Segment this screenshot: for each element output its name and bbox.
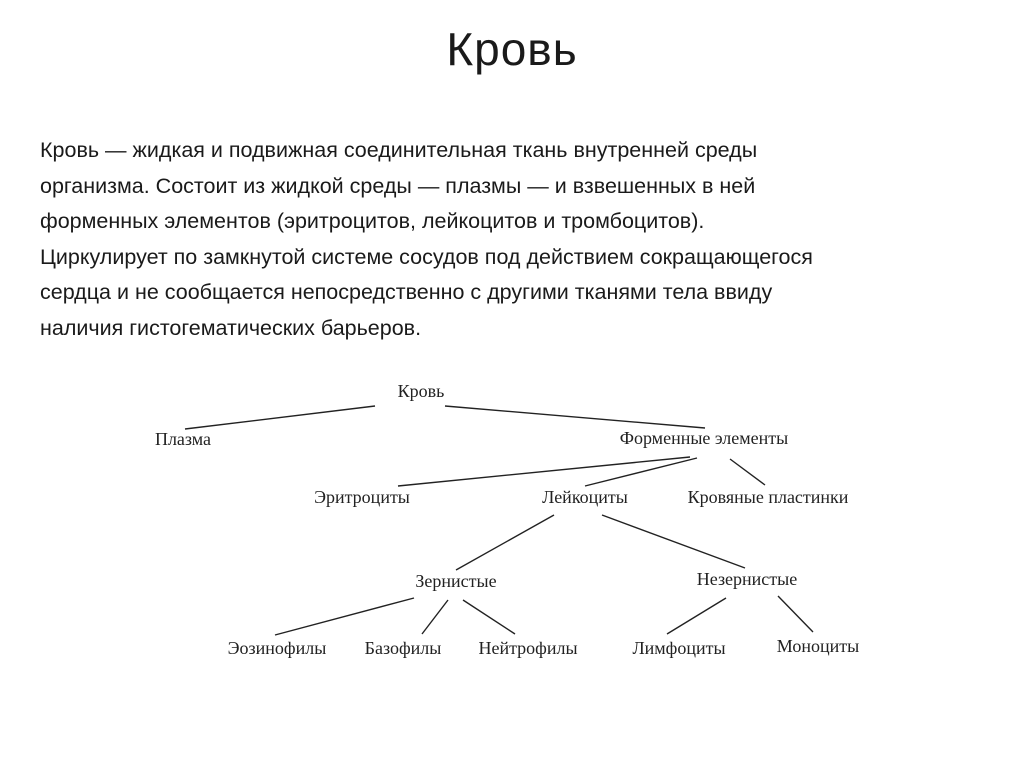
edge-blood-plasma — [185, 406, 375, 429]
definition-line-3: форменных элементов (эритроцитов, лейкоцитов и тромбоцитов). — [40, 209, 705, 233]
node-formed-elements: Форменные элементы — [619, 428, 789, 448]
edge-blood-formed — [445, 406, 705, 428]
edge-leukocytes-agranular — [602, 515, 745, 568]
edge-granular-neutrophils — [463, 600, 515, 634]
node-erythrocytes: Эритроциты — [314, 487, 410, 507]
node-plasma: Плазма — [154, 429, 212, 449]
node-lymphocytes: Лимфоциты — [632, 638, 726, 658]
edge-leukocytes-granular — [456, 515, 554, 570]
node-agranular: Незернистые — [696, 569, 798, 589]
definition-line-1: Кровь — жидкая и подвижная соединительная ткань внутренней среды — [40, 138, 758, 162]
edge-agranular-lymphocytes — [667, 598, 726, 634]
node-monocytes: Моноциты — [776, 636, 860, 656]
node-granular: Зернистые — [415, 571, 497, 591]
edge-formed-erythrocytes — [398, 457, 690, 486]
node-platelets: Кровяные пластинки — [687, 487, 849, 507]
node-neutrophils: Нейтрофилы — [478, 638, 578, 658]
node-basophils: Базофилы — [364, 638, 442, 658]
edge-formed-platelets — [730, 459, 765, 485]
definition-line-6: наличия гистогематических барьеров. — [40, 315, 422, 340]
node-eosinophils: Эозинофилы — [227, 638, 327, 658]
slide-title: Кровь — [446, 23, 578, 75]
definition-line-2: организма. Состоит из жидкой среды — плазмы — и взвешенных в ней — [40, 173, 756, 198]
definition-line-5: сердца и не сообщается непосредственно с другими тканями тела ввиду — [40, 280, 773, 304]
definition-line-4: Циркулирует по замкнутой системе сосудов под действием сокращающегося — [40, 244, 813, 269]
edge-granular-eosinophils — [275, 598, 414, 635]
node-blood: Кровь — [397, 381, 445, 401]
edge-agranular-monocytes — [778, 596, 813, 632]
edge-granular-basophils — [422, 600, 448, 634]
node-leukocytes: Лейкоциты — [542, 487, 628, 507]
